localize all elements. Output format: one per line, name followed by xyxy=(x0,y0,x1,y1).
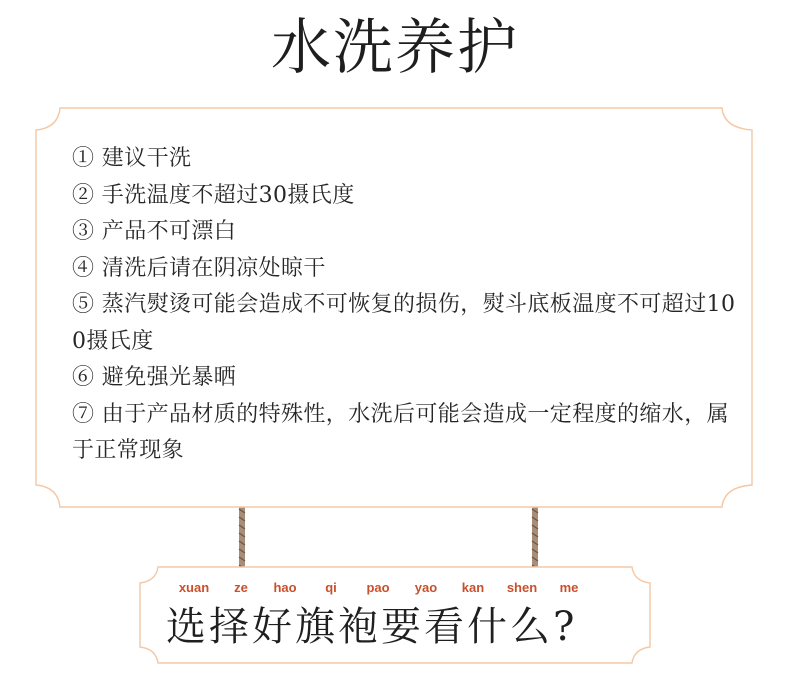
slogan-pinyin xyxy=(168,580,618,600)
rope-right xyxy=(532,505,538,573)
page-title: 水洗养护 xyxy=(271,13,519,83)
pinyin-syllable: qi xyxy=(325,580,337,595)
rope-left xyxy=(239,505,245,573)
care-item-hand-wash-temp: ② 手洗温度不超过30摄氏度 xyxy=(72,182,355,208)
care-item-no-bleach: ③ 产品不可漂白 xyxy=(72,219,237,244)
care-item-steam-iron: ⑤ 蒸汽熨烫可能会造成不可恢复的损伤，熨斗底板温度不可超过100摄氏度 xyxy=(72,292,736,354)
banner-slogan: 选择好旗袍要看什么? xyxy=(166,604,578,650)
pinyin-syllable: hao xyxy=(273,580,297,595)
care-item-shrinkage: ⑦ 由于产品材质的特殊性，水洗后可能会造成一定程度的缩水，属于正常现象 xyxy=(72,401,729,463)
care-item-dry-clean: ① 建议干洗 xyxy=(72,146,192,171)
pinyin-syllable: pao xyxy=(366,580,390,595)
pinyin-syllable: ze xyxy=(234,580,248,595)
care-item-shade-dry: ④ 清洗后请在阴凉处晾干 xyxy=(72,255,326,281)
pinyin-syllable: xuan xyxy=(178,580,210,595)
pinyin-syllable: yao xyxy=(414,580,438,595)
care-item-avoid-sun: ⑥ 避免强光暴晒 xyxy=(72,365,237,390)
pinyin-syllable: me xyxy=(559,580,579,595)
care-instructions-list xyxy=(72,141,744,470)
pinyin-syllable: kan xyxy=(461,580,485,595)
pinyin-syllable: shen xyxy=(506,580,538,595)
